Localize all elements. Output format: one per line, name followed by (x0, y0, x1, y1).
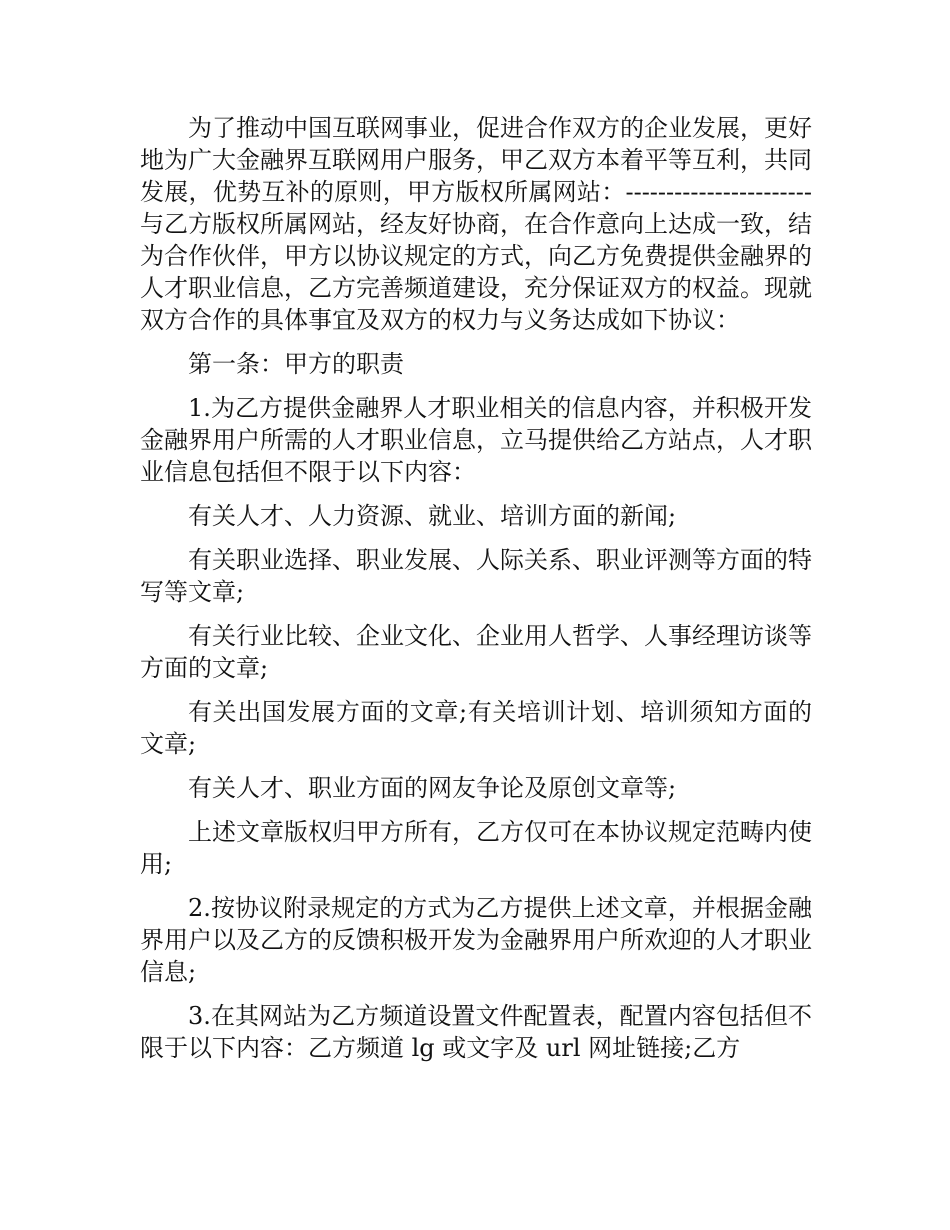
paragraph-list-career: 有关职业选择、职业发展、人际关系、职业评测等方面的特写等文章; (140, 546, 812, 606)
paragraph-item-2: 2.按协议附录规定的方式为乙方提供上述文章，并根据金融界用户以及乙方的反馈积极开发为金融界用户所欢迎的人才职业信息; (140, 894, 812, 986)
paragraph-copyright: 上述文章版权归甲方所有，乙方仅可在本协议规定范畴内使用; (140, 818, 812, 878)
section-heading-article-1: 第一条：甲方的职责 (188, 350, 404, 378)
document-body (140, 112, 812, 1076)
paragraph-list-news: 有关人才、人力资源、就业、培训方面的新闻; (188, 502, 677, 530)
paragraph-item-3: 3.在其网站为乙方频道设置文件配置表，配置内容包括但不限于以下内容：乙方频道 lg 或文字及 url 网址链接;乙方 (140, 1002, 812, 1062)
paragraph-list-industry: 有关行业比较、企业文化、企业用人哲学、人事经理访谈等方面的文章; (140, 622, 812, 682)
paragraph-list-discussion: 有关人才、职业方面的网友争论及原创文章等; (188, 774, 677, 802)
paragraph-preamble: 为了推动中国互联网事业，促进合作双方的企业发展，更好地为广大金融界互联网用户服务，甲乙双方本着平等互利，共同发展，优势互补的原则，甲方版权所属网站：-----------------------与乙方版权所属网站，经友好协商，在合作意向上达成一致，结为合作伙伴，甲方以协议规定的方式，向乙方免费提供金融界的人才职业信息，乙方完善频道建设，充分保证双方的权益。现就双方合作的具体事宜及双方的权力与义务达成如下协议： (140, 114, 812, 334)
paragraph-list-abroad: 有关出国发展方面的文章;有关培训计划、培训须知方面的文章; (140, 698, 812, 758)
paragraph-item-1: 1.为乙方提供金融界人才职业相关的信息内容，并积极开发金融界用户所需的人才职业信息，立马提供给乙方站点，人才职业信息包括但不限于以下内容： (140, 394, 812, 486)
